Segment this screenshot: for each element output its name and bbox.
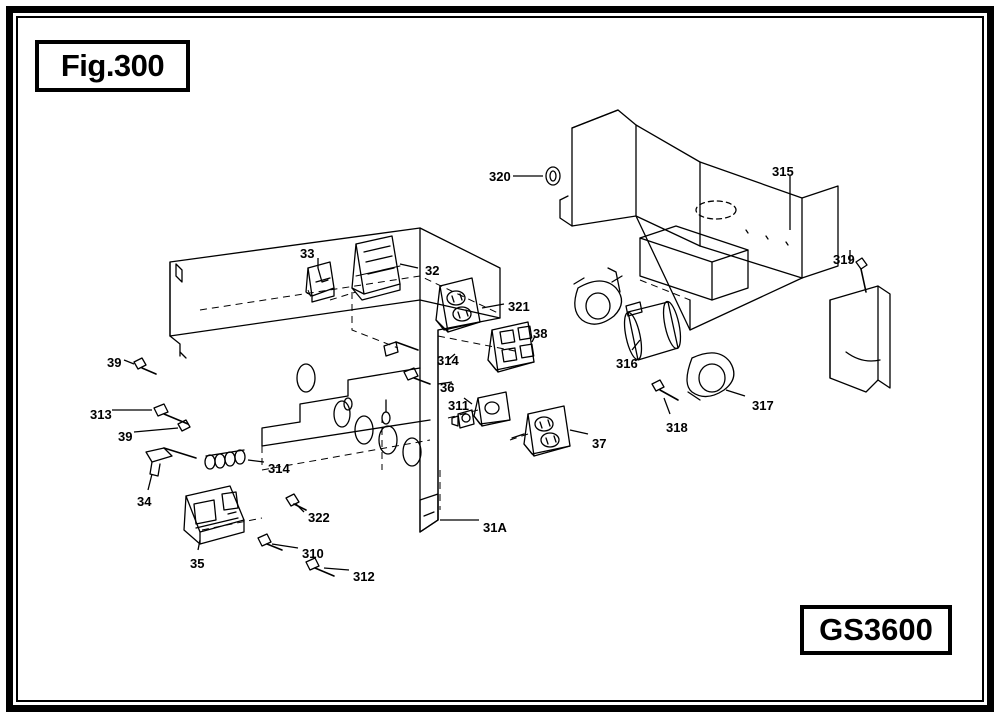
callout-32: 32 (425, 263, 440, 278)
callout-35: 35 (190, 556, 205, 571)
figure-number-box (35, 40, 190, 92)
callout-319: 319 (833, 252, 855, 267)
callout-317: 317 (752, 398, 774, 413)
callout-39-lower: 39 (118, 429, 133, 444)
callout-31A: 31A (483, 520, 507, 535)
callout-321: 321 (508, 299, 530, 314)
callout-313: 313 (90, 407, 112, 422)
callout-37: 37 (592, 436, 607, 451)
callout-36: 36 (440, 380, 455, 395)
callout-315: 315 (772, 164, 794, 179)
callout-310: 310 (302, 546, 324, 561)
callout-314-upper: 314 (437, 353, 459, 368)
figure-number-label: Fig.300 (60, 48, 165, 83)
callout-38: 38 (533, 326, 548, 341)
callout-312: 312 (353, 569, 375, 584)
callout-316: 316 (616, 356, 638, 371)
callout-314-lower: 314 (268, 461, 290, 476)
model-number-box (800, 605, 952, 655)
callout-39-upper: 39 (107, 355, 122, 370)
callout-311: 311 (448, 398, 469, 413)
callout-322: 322 (308, 510, 330, 525)
callout-34: 34 (137, 494, 152, 509)
model-number-label: GS3600 (819, 612, 933, 647)
callout-33: 33 (300, 246, 315, 261)
callout-320: 320 (489, 169, 511, 184)
callout-318: 318 (666, 420, 688, 435)
